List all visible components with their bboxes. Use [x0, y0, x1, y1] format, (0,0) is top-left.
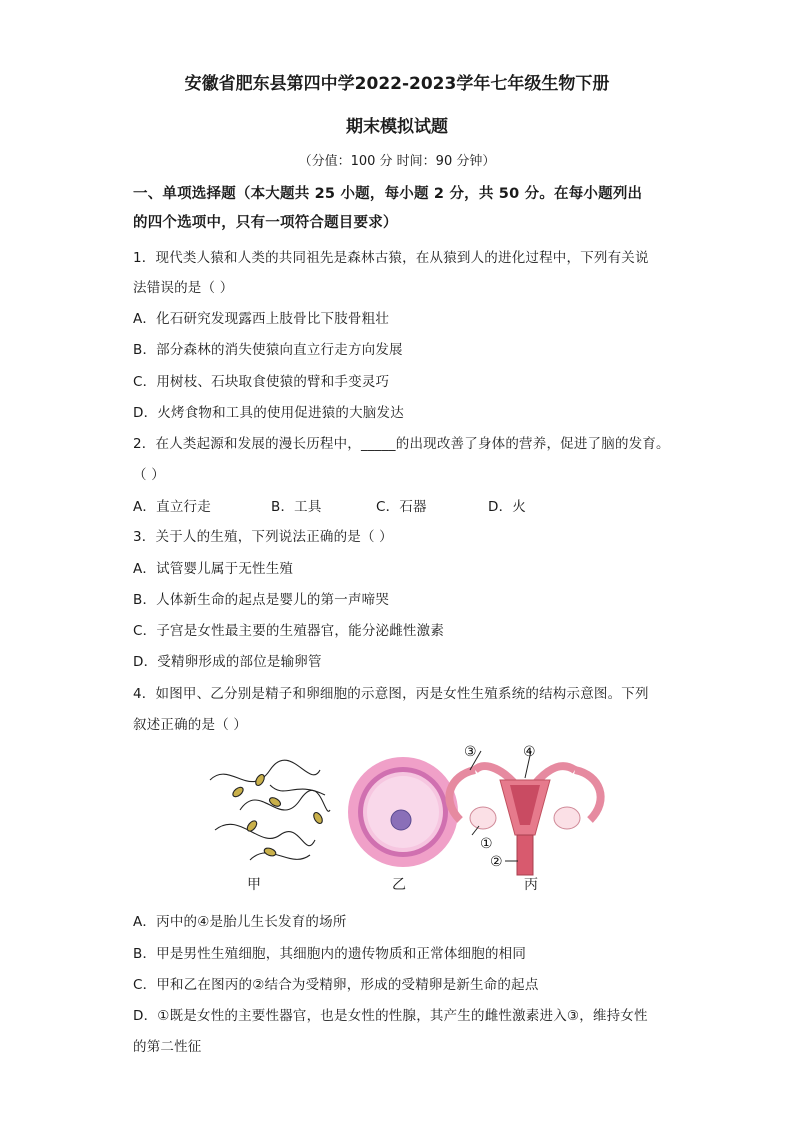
exam-title-line1: 安徽省肥东县第四中学2022-2023学年七年级生物下册 — [184, 74, 610, 94]
q3-option-b: B．人体新生命的起点是婴儿的第一声啼哭 — [133, 592, 390, 608]
q2-stem-line2: （ ） — [133, 467, 165, 483]
q1-option-a: A．化石研究发现露西上肢骨比下肢骨粗壮 — [133, 311, 390, 327]
figure-label-jia: 甲 — [247, 877, 261, 893]
figure-label-yi: 乙 — [392, 877, 406, 893]
q3-stem: 3．关于人的生殖，下列说法正确的是（ ） — [133, 529, 393, 545]
q1-stem-line2: 法错误的是（ ） — [133, 280, 234, 296]
q4-option-d-line2: 的第二性征 — [133, 1039, 202, 1055]
q4-option-b: B．甲是男性生殖细胞，其细胞内的遗传物质和正常体细胞的相同 — [133, 946, 527, 962]
q4-stem-line2: 叙述正确的是（ ） — [133, 717, 248, 733]
q1-option-d: D．火烤食物和工具的使用促进猿的大脑发达 — [133, 405, 404, 421]
section-heading-line2: 的四个选项中，只有一项符合题目要求） — [133, 215, 398, 231]
exam-subtitle: （分值：100 分 时间：90 分钟） — [298, 154, 496, 169]
marker-2: ② — [490, 854, 503, 870]
marker-1: ① — [480, 836, 493, 852]
q1-stem-line1: 1．现代类人猿和人类的共同祖先是森林古猿，在从猿到人的进化过程中，下列有关说 — [133, 250, 649, 266]
marker-3: ③ — [464, 744, 477, 760]
sperm-illustration — [210, 760, 330, 860]
q1-option-b: B．部分森林的消失使猿向直立行走方向发展 — [133, 342, 403, 358]
q3-option-d: D．受精卵形成的部位是输卵管 — [133, 654, 322, 670]
female-reproductive-system-illustration — [449, 744, 600, 875]
egg-cell-illustration — [348, 757, 458, 867]
exam-title-line2: 期末模拟试题 — [346, 117, 448, 137]
q3-option-a: A．试管婴儿属于无性生殖 — [133, 561, 294, 577]
q2-options — [133, 495, 526, 515]
q2-stem-line1: 2．在人类起源和发展的漫长历程中，_____的出现改善了身体的营养，促进了脑的发育。 — [133, 436, 670, 452]
q2-option-d: D．火 — [488, 499, 526, 515]
q4-option-a: A．丙中的④是胎儿生长发育的场所 — [133, 914, 347, 930]
q3-option-c: C．子宫是女性最主要的生殖器官，能分泌雌性激素 — [133, 623, 445, 639]
q2-option-c: C．石器 — [376, 499, 427, 515]
q2-option-a: A．直立行走 — [133, 499, 211, 515]
marker-4: ④ — [523, 744, 536, 760]
q4-stem-line1: 4．如图甲、乙分别是精子和卵细胞的示意图，丙是女性生殖系统的结构示意图。下列 — [133, 686, 649, 702]
reproduction-figure — [200, 740, 620, 900]
section-heading-line1: 一、单项选择题（本大题共 25 小题，每小题 2 分，共 50 分。在每小题列出 — [133, 186, 643, 202]
q1-option-c: C．用树枝、石块取食使猿的臂和手变灵巧 — [133, 374, 390, 390]
figure-label-bing: 丙 — [524, 877, 538, 893]
q4-option-d-line1: D．①既是女性的主要性器官，也是女性的性腺，其产生的雌性激素进入③，维持女性 — [133, 1008, 648, 1024]
q4-option-c: C．甲和乙在图丙的②结合为受精卵，形成的受精卵是新生命的起点 — [133, 977, 539, 993]
q2-option-b: B．工具 — [271, 499, 322, 515]
